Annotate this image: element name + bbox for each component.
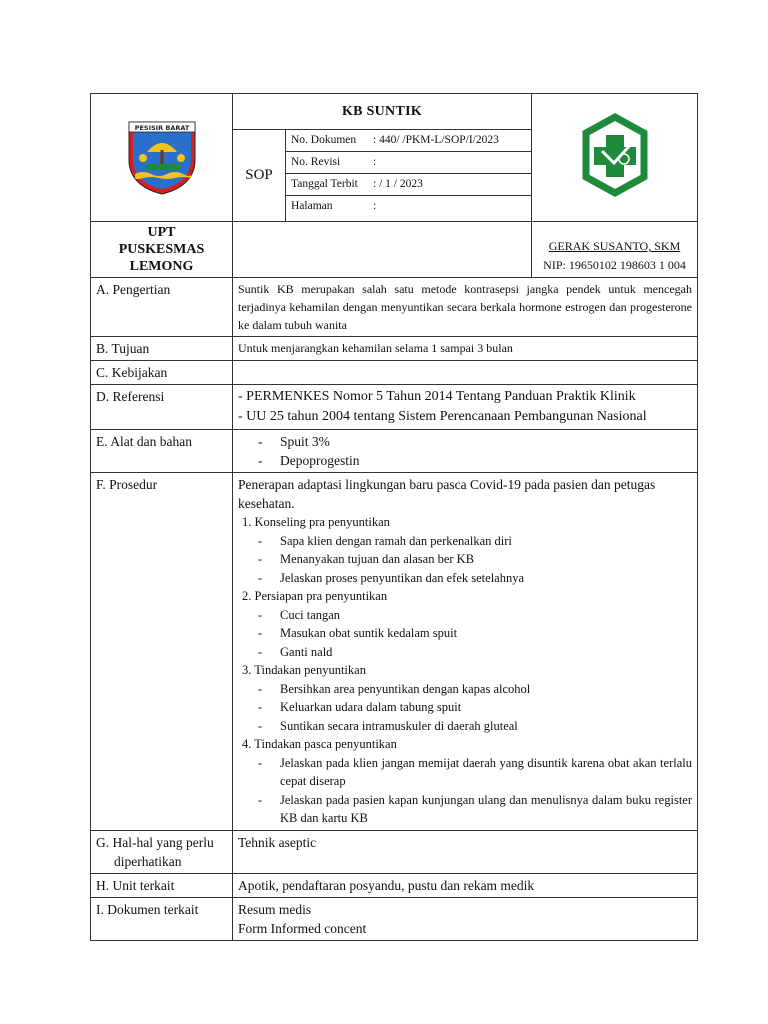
step-title: 3. Tindakan penyuntikan — [242, 663, 366, 677]
row-kebijakan: C. Kebijakan — [91, 361, 698, 385]
document-meta — [286, 130, 532, 222]
row-tujuan: B. Tujuan Untuk menjarangkan kehamilan selama 1 sampai 3 bulan — [91, 337, 698, 361]
referensi-list — [233, 385, 698, 430]
prosedur-intro: Penerapan adaptasi lingkungan baru pasca Covid-19 pada pasien dan petugas kesehatan. — [238, 477, 656, 511]
signer-block — [532, 222, 698, 278]
step-item: - Ganti nald — [258, 643, 692, 662]
referensi-item: - PERMENKES Nomor 5 Tahun 2014 Tentang Panduan Praktik Klinik — [238, 389, 636, 404]
alat-list — [233, 430, 698, 473]
alat-item: - Spuit 3% — [258, 432, 692, 451]
dokumen-item: Form Informed concent — [238, 920, 367, 936]
step-item: - Jelaskan pada pasien kapan kunjungan ulang dan menulisnya dalam buku register KB dan kartu KB — [258, 791, 692, 828]
hal-label: G. Hal-hal yang perlu diperhatikan — [91, 830, 233, 873]
referensi-item: - UU 25 tahun 2004 tentang Sistem Perencanaan Pembangunan Nasional — [238, 409, 647, 424]
puskesmas-logo-icon — [580, 113, 650, 197]
step-item: - Suntikan secara intramuskuler di daerah gluteal — [258, 717, 692, 736]
meta-row-page: Halaman : — [291, 200, 377, 212]
step-item: - Sapa klien dengan ramah dan perkenalkan diri — [258, 532, 692, 551]
row-unit-terkait: H. Unit terkait Apotik, pendaftaran posyandu, pustu dan rekam medik — [91, 873, 698, 897]
hal-text: Tehnik aseptic — [233, 830, 698, 873]
step-item: - Keluarkan udara dalam tabung spuit — [258, 698, 692, 717]
step-title: 2. Persiapan pra penyuntikan — [242, 589, 388, 603]
step-item: - Jelaskan pada klien jangan memijat daerah yang disuntik karena obat akan terlalu cepat diserap — [258, 754, 692, 791]
row-hal-hal — [91, 830, 698, 873]
unit-text: Apotik, pendaftaran posyandu, pustu dan rekam medik — [233, 873, 698, 897]
step-item: - Cuci tangan — [258, 606, 692, 625]
step-item: - Masukan obat suntik kedalam spuit — [258, 624, 692, 643]
sop-document — [90, 93, 697, 941]
signer-nip: NIP: 19650102 198603 1 004 — [543, 258, 686, 272]
step-item: - Jelaskan proses penyuntikan dan efek setelahnya — [258, 569, 692, 588]
document-title: KB SUNTIK — [233, 94, 532, 130]
regency-logo-cell — [91, 94, 233, 222]
sop-table — [90, 93, 698, 941]
meta-row-issue-date: Tanggal Terbit : / 1 / 2023 — [286, 174, 531, 196]
dokumen-list — [233, 897, 698, 940]
prosedur-content — [233, 473, 698, 831]
row-pengertian: A. Pengertian Suntik KB merupakan salah satu metode kontrasepsi jangka pendek untuk mencegah terjadinya kehamilan dengan menyuntikan secara berkala hormone estrogen dan progesterone ke dalam tubuh wanita — [91, 278, 698, 337]
signer-name: GERAK SUSANTO, SKM — [548, 239, 681, 253]
kebijakan-text — [233, 361, 698, 385]
alat-item: - Depoprogestin — [258, 451, 692, 470]
meta-row-revision: No. Revisi : — [286, 152, 531, 174]
row-dokumen-terkait: I. Dokumen terkait Resum medis Form Informed concent — [91, 897, 698, 940]
svg-text:PESISIR BARAT: PESISIR BARAT — [134, 124, 189, 132]
pesisir-barat-emblem-icon — [123, 114, 201, 196]
step-title: 1. Konseling pra penyuntikan — [242, 515, 390, 529]
pengertian-text: Suntik KB merupakan salah satu metode kontrasepsi jangka pendek untuk mencegah terjadinya kehamilan dengan menyuntikan secara berkala hormone estrogen dan progesterone ke dalam tubuh wanita — [233, 278, 698, 337]
meta-row-doc-number: No. Dokumen : 440/ /PKM-L/SOP/I/2023 — [286, 130, 531, 152]
puskesmas-logo-cell — [532, 94, 698, 222]
tujuan-text: Untuk menjarangkan kehamilan selama 1 sampai 3 bulan — [233, 337, 698, 361]
organization-name: UPT PUSKESMAS LEMONG — [91, 222, 233, 278]
signature-blank — [233, 222, 532, 278]
sop-label: SOP — [233, 130, 286, 222]
step-item: - Menanyakan tujuan dan alasan ber KB — [258, 550, 692, 569]
row-referensi: D. Referensi - PERMENKES Nomor 5 Tahun 2014 Tentang Panduan Praktik Klinik - UU 25 tahun 2004 tentang Sistem Perencanaan Pembangunan Nasional — [91, 385, 698, 430]
dokumen-item: Resum medis — [238, 901, 312, 917]
step-title: 4. Tindakan pasca penyuntikan — [242, 737, 397, 751]
step-item: - Bersihkan area penyuntikan dengan kapas alcohol — [258, 680, 692, 699]
row-prosedur: F. Prosedur Penerapan adaptasi lingkungan baru pasca Covid-19 pada pasien dan petugas kesehatan. 1. Konseling pra penyuntikan - Sapa klien dengan ramah dan perkenalkan diri - Menanyakan tujuan dan alasan ber KB - Jelaskan proses penyuntikan dan efek setelahnya 2. Persiapan pra penyuntikan - Cuci tangan - Masukan obat suntik kedalam spuit - Ganti nald 3. Tindakan penyuntikan - Bersihkan area penyuntikan dengan kapas alcohol - Keluarkan udara dalam tabung spuit - Suntikan secara intramuskuler di daerah gluteal 4. Tindakan pasca penyuntikan - Jelaskan pada klien jangan memijat daerah yang disuntik karena obat akan terlalu cepat diserap - Jelaskan pada pasien kapan kunjungan ulang dan menulisnya dalam buku register KB dan kartu KB — [91, 473, 698, 831]
row-alat: E. Alat dan bahan - Spuit 3% - Depoprogestin — [91, 430, 698, 473]
